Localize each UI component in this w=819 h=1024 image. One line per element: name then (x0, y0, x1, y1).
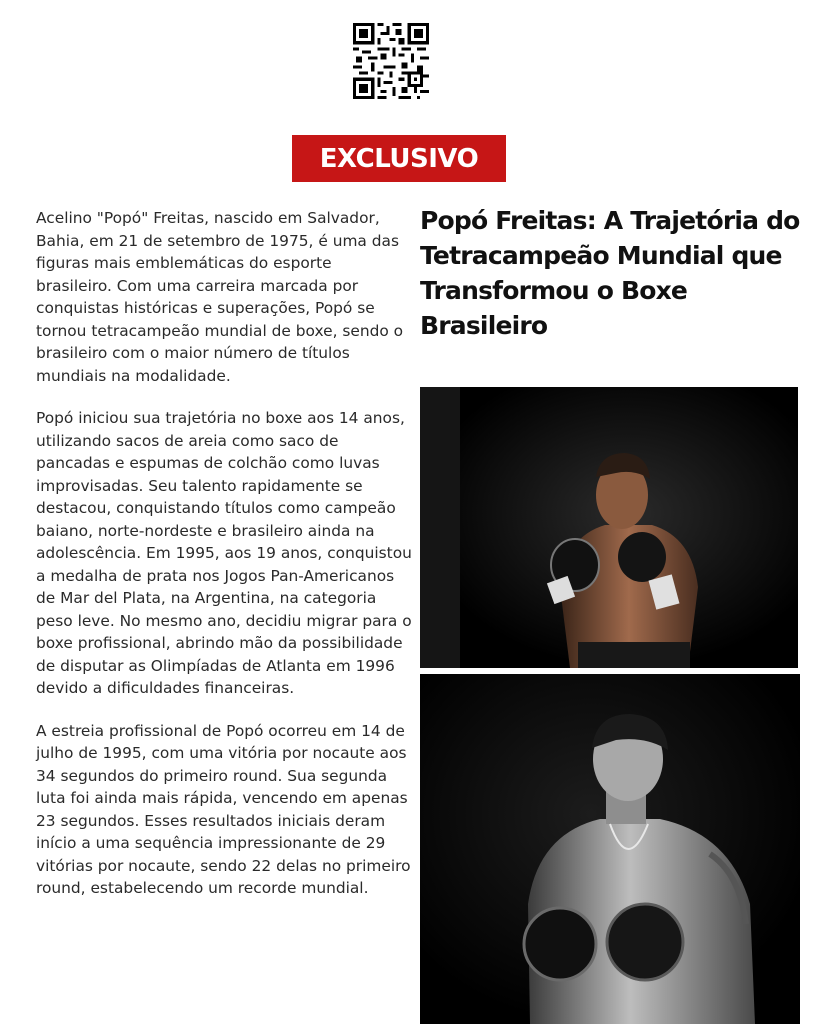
article-body (36, 207, 412, 920)
boxer-photo-top (420, 387, 798, 668)
exclusive-badge: EXCLUSIVO (292, 135, 506, 182)
boxer-photo-bottom (420, 674, 800, 1024)
article-paragraph: A estreia profissional de Popó ocorreu em 14 de julho de 1995, com uma vitória por nocaute aos 34 segundos do primeiro round. Sua segunda luta foi ainda mais rápida, vencendo em apenas 23 segundos. Esses resultados iniciais deram início a uma sequência impressionante de 29 vitórias por nocaute, sendo 22 delas no primeiro round, estabelecendo um recorde mundial. (36, 721, 411, 897)
article-headline: Popó Freitas: A Trajetória do Tetracampeão Mundial que Transformou o Boxe Brasileiro (420, 206, 800, 340)
article-paragraph: Popó iniciou sua trajetória no boxe aos 14 anos, utilizando sacos de areia como saco de pancadas e espumas de colchão como luvas improvisadas. Seu talento rapidamente se destacou, conquistando títulos como campeão baiano, norte-nordeste e brasileiro ainda na adolescência. Em 1995, aos 19 anos, conquistou a medalha de prata nos Jogos Pan-Americanos de Mar del Plata, na Argentina, na categoria peso leve. No mesmo ano, decidiu migrar para o boxe profissional, abrindo mão da possibilidade de disputar as Olimpíadas de Atlanta em 1996 devido a dificuldades financeiras. (36, 409, 412, 697)
article-paragraph: Acelino "Popó" Freitas, nascido em Salvador, Bahia, em 21 de setembro de 1975, é uma das figuras mais emblemáticas do esporte brasileiro. Com uma carreira marcada por conquistas históricas e superações, Popó se tornou tetracampeão mundial de boxe, sendo o brasileiro com o maior número de títulos mundiais na modalidade. (36, 209, 404, 385)
qr-code[interactable] (353, 23, 429, 99)
